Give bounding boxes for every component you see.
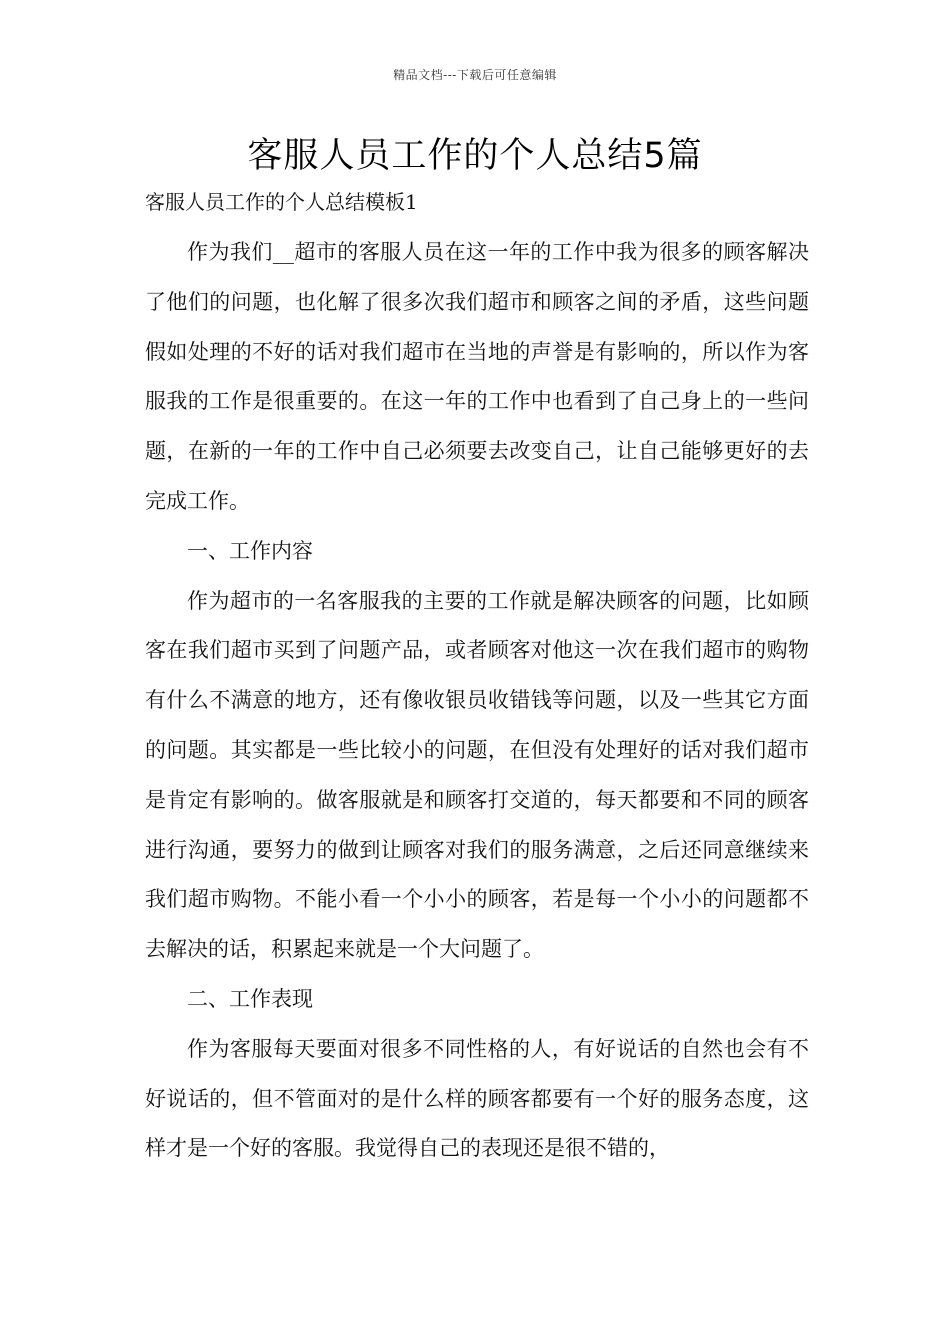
- document-title: 客服人员工作的个人总结5篇: [247, 136, 703, 176]
- section-heading-work-content: 一、工作内容: [187, 538, 313, 563]
- section-heading-work-performance: 二、工作表现: [187, 986, 313, 1011]
- header-note: 精品文档---下载后可任意编辑: [393, 68, 557, 82]
- document-body: [145, 228, 809, 1174]
- paragraph-work-performance: 作为客服每天要面对很多不同性格的人，有好说话的自然也会有不好说话的，但不管面对的是什么样的顾客都要有一个好的服务态度，这样才是一个好的客服。我觉得自己的表现还是很不错的，: [145, 1036, 809, 1161]
- paragraph-work-content: 作为超市的一名客服我的主要的工作就是解决顾客的问题，比如顾客在我们超市买到了问题产品，或者顾客对他这一次在我们超市的购物有什么不满意的地方，还有像收银员收错钱等问题，以及一些其它方面的问题。其实都是一些比较小的问题，在但没有处理好的话对我们超市是肯定有影响的。做客服就是和顾客打交道的，每天都要和不同的顾客进行沟通，要努力的做到让顾客对我们的服务满意，之后还同意继续来我们超市购物。不能小看一个小小的顾客，若是每一个小小的问题都不去解决的话，积累起来就是一个大问题了。: [145, 588, 809, 962]
- document-subtitle: 客服人员工作的个人总结模板1: [145, 190, 418, 214]
- paragraph-intro: 作为我们__超市的客服人员在这一年的工作中我为很多的顾客解决了他们的问题，也化解了很多次我们超市和顾客之间的矛盾，这些问题假如处理的不好的话对我们超市在当地的声誉是有影响的，所以作为客服我的工作是很重要的。在这一年的工作中也看到了自己身上的一些问题，在新的一年的工作中自己必须要去改变自己，让自己能够更好的去完成工作。: [145, 240, 809, 513]
